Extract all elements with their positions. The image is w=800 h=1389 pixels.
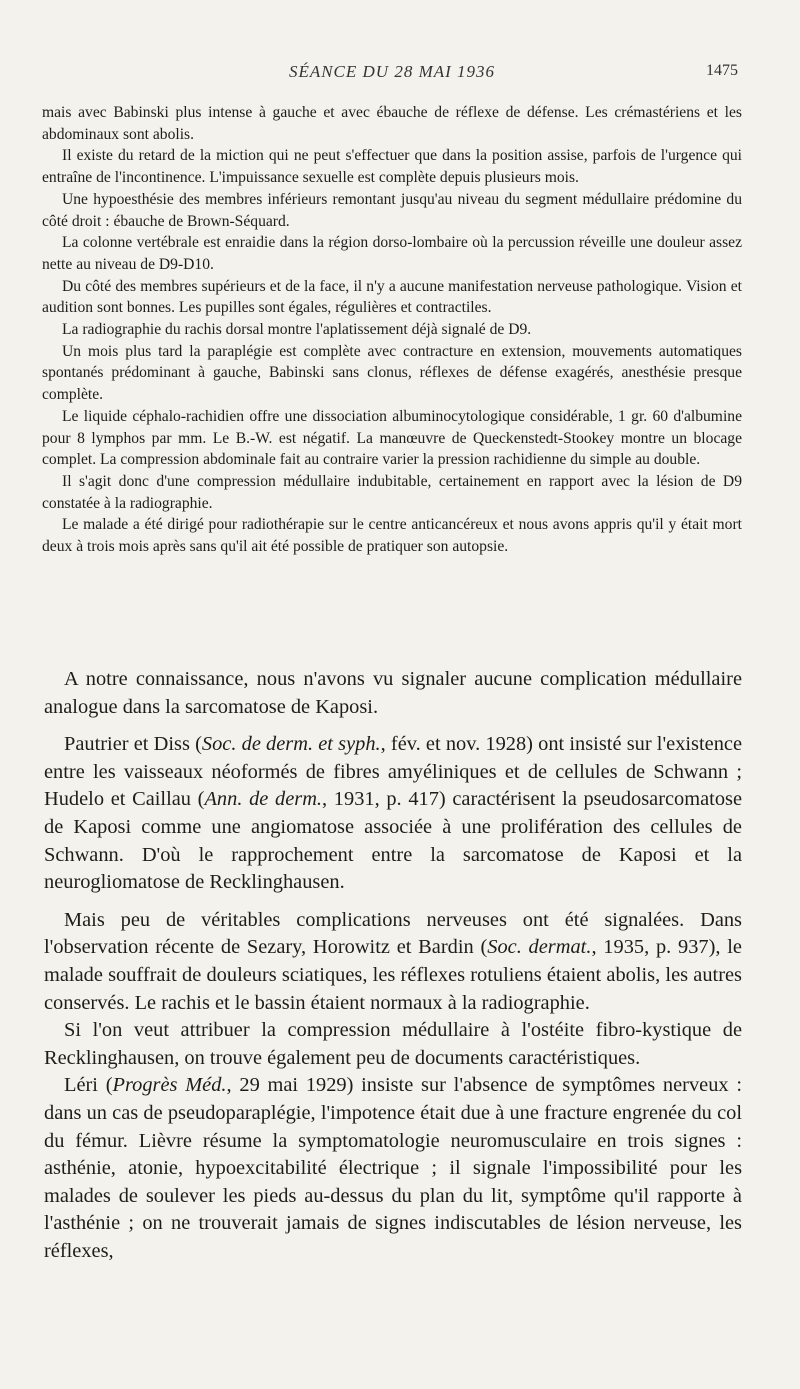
paragraph: Si l'on veut attribuer la compression médullaire à l'ostéite fibro-kystique de Recklinghausen, on trouve également peu de documents caractéristiques. <box>44 1019 742 1069</box>
text-run: Mais peu de véritables complications nerveuses ont été signalées. Dans l'observation récente de Sezary, Horowitz et Bardin ( <box>44 908 742 959</box>
paragraph: Un mois plus tard la paraplégie est complète avec contracture en extension, mouvements automatiques spontanés prédominant à gauche, Babinski sans clonus, réflexes de défense exagérés, anesthésie presque complète. <box>42 342 742 404</box>
citation-title: Soc. de derm. et syph. <box>201 733 381 756</box>
text-run: , 1931, p. 417) caractérisent la pseudosarcomatose de Kaposi comme une angiomatose associée à une prolifération des cellules de Schwann. D'où le rapprochement entre la sarcomatose de Kaposi et la neurogliomatose de Recklinghausen. <box>44 788 743 894</box>
paragraph: Du côté des membres supérieurs et de la face, il n'y a aucune manifestation nerveuse pathologique. Vision et audition sont bonnes. Les pupilles sont égales, régulières et contractiles. <box>42 277 742 317</box>
citation-title: Progrès Méd. <box>112 1074 227 1097</box>
citation-title: Soc. dermat. <box>487 936 592 959</box>
citation-title: Ann. de derm. <box>204 788 323 811</box>
case-report-text <box>42 102 742 558</box>
text-run: , fév. et nov. 1928) ont insisté sur l'existence entre les vaisseaux néoformés de fibres amyéliniques et de cellules de Schwann ; Hudelo et Caillau ( <box>44 733 743 811</box>
paragraph: La colonne vertébrale est enraidie dans la région dorso-lombaire où la percussion réveille une douleur assez nette au niveau de D9-D10. <box>42 234 742 273</box>
running-title: SÉANCE DU 28 MAI 1936 <box>288 62 496 81</box>
paragraph: Il s'agit donc d'une compression médullaire indubitable, certainement en rapport avec la lésion de D9 constatée à la radiographie. <box>42 472 742 512</box>
text-run: Pautrier et Diss ( <box>64 733 202 756</box>
page-header <box>44 62 740 88</box>
discussion-text <box>44 666 742 1265</box>
text-run: , 29 mai 1929) insiste sur l'absence de symptômes nerveux : dans un cas de pseudoparaplégie, l'impotence était due à une fracture engrenée du col du fémur. Lièvre résume la symptomatologie neuromusculaire en trois signes : asthénie, atonie, hypoexcitabilité électrique ; il signale l'impossibilité pour les malades de soulever les pieds au-dessus du plan du lit, symptôme qu'il rapporte à l'asthénie ; on ne trouverait jamais de signes indiscutables de lésion nerveuse, les réflexes, <box>44 1074 742 1262</box>
paragraph <box>44 907 742 1017</box>
paragraph: Une hypoesthésie des membres inférieurs remontant jusqu'au niveau du segment médullaire prédomine du côté droit : ébauche de Brown-Séquard. <box>42 190 742 230</box>
paragraph <box>44 1072 742 1265</box>
paragraph: Le liquide céphalo-rachidien offre une dissociation albuminocytologique considérable, 1 gr. 60 d'albumine pour 8 lymphos par mm. Le B.-W. est négatif. La manœuvre de Queckenstedt-Stookey montre un blocage complet. La compression abdominale fait au contraire varier la pression rachidienne du simple au double. <box>42 407 742 469</box>
paragraph: La radiographie du rachis dorsal montre l'aplatissement déjà signalé de D9. <box>62 321 532 339</box>
paragraph: mais avec Babinski plus intense à gauche et avec ébauche de réflexe de défense. Les crémastériens et les abdominaux sont abolis. <box>42 104 742 143</box>
paragraph: Il existe du retard de la miction qui ne peut s'effectuer que dans la position assise, parfois de l'urgence qui entraîne de l'incontinence. L'impuissance sexuelle est complète depuis plusieurs mois. <box>42 147 742 187</box>
text-run: Léri ( <box>64 1074 113 1097</box>
paragraph: A notre connaissance, nous n'avons vu signaler aucune complication médullaire analogue dans la sarcomatose de Kaposi. <box>44 668 742 718</box>
text-run: , 1935, p. 937), le malade souffrait de douleurs sciatiques, les réflexes rotuliens étaient abolis, les autres conservés. Le rachis et le bassin étaient normaux à la radiographie. <box>44 936 742 1014</box>
paragraph: Le malade a été dirigé pour radiothérapie sur le centre anticancéreux et nous avons appris qu'il y était mort deux à trois mois après sans qu'il ait été possible de pratiquer son autopsie. <box>42 516 742 556</box>
paragraph <box>44 731 742 897</box>
page-number: 1475 <box>706 62 738 79</box>
